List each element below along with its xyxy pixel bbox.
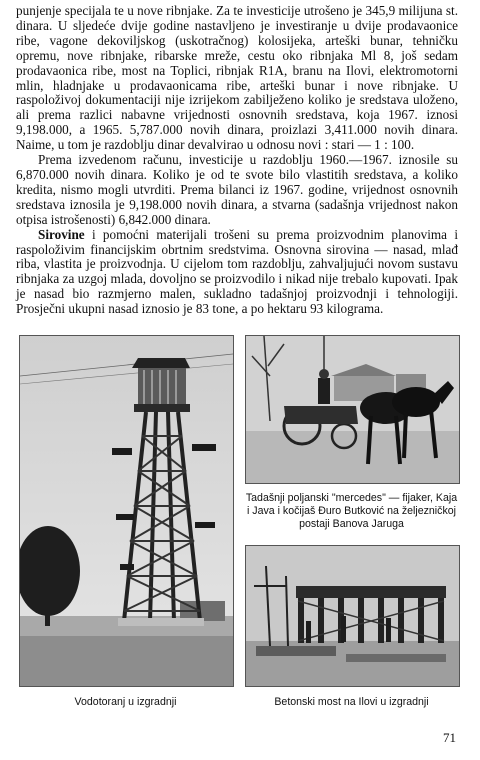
paragraph-1: punjenje specijala te u nove ribnjake. Za te investicije utrošeno je 345,9 milijuna st. dinara. U sljedeće dvije godine nastavljeno je investiranje u dvije prodavaonice ribe, vagone dekovilјskog (uskotračnog) kolosijeka, arteški bunar, tehničku opremu, nove ribnjake, ribarske mreže, cestu oko ribnjaka Ml 8, još sedam prodavaonica ribe, most na Toplici, ribnjak R1A, branu na Ilovi, elektromotorni mlin, hladnjake u prodavaonicama ribe, arteški bunar i nove ribnjake. U raspoloživoj dokumentaciji nije izrijekom zabilježeno koliko je sredstava uloženo, ali prema razlici nabavne vrijednosti osnovnih sredstava, koja 1967. iznosi 9,198.000, a 1965. 5,787.000 novih dinara, proizlazi 3,411.000 novih dinara. Naime, u tom je razdoblju dinar devalvirao u odnosu novi : stari — 1 : 100. [16, 3, 458, 153]
paragraph-3-rest: i pomoćni materijali trošeni su prema proizvodnim planovima i raspoloživim financijskim obrtnim sredstvima. Osnovna sirovina — nasad, mlađ riba, vlastita je proizvodnja. U cijelom tom razdoblju, zahvaljujući novom sustavu ribnjaka za uzgoj mlada, dovoljno se proizvodilo i nikad nije trebalo kupovati. Ipak je nasad bio razmjerno malen, sukladno tadašnjoj proizvodnji i tehnologiji. Prosječni ukupni nasad iznosio je 83 tone, a po hektaru 93 kilograma. [16, 226, 458, 317]
bridge-caption: Betonski most na Ilovi u izgradnji [274, 696, 429, 708]
paragraph-3 [16, 228, 458, 317]
body-text [16, 4, 458, 317]
carriage-caption: Tadašnji poljanski "mercedes" — fijaker, Kaja i Java i kočijaš Đuro Butković na željezničkoj postaji Banova Jaruga [245, 492, 458, 530]
bridge-photo [245, 545, 460, 687]
carriage-photo [245, 335, 460, 484]
paragraph-2: Prema izvedenom računu, investicije u razdoblju 1960.—1967. iznosile su 6,870.000 novih dinara. Koliko je od te svote bilo vlastitih sredstava, a koliko kredita, nismo mogli utvrditi. Prema bilanci iz 1967. godine, vrijednost osnovnih sredstava iznosila je 9,198.000 novih dinara, a stvarna (sadašnja vrijednost nakon otpisa istrošenosti) 6,842.000 dinara. [16, 152, 458, 227]
water-tower-photo [19, 335, 234, 687]
paragraph-3-lead: Sirovine [38, 226, 85, 242]
water-tower-caption: Vodotoranj u izgradnji [74, 696, 177, 708]
page-number: 71 [443, 730, 456, 745]
